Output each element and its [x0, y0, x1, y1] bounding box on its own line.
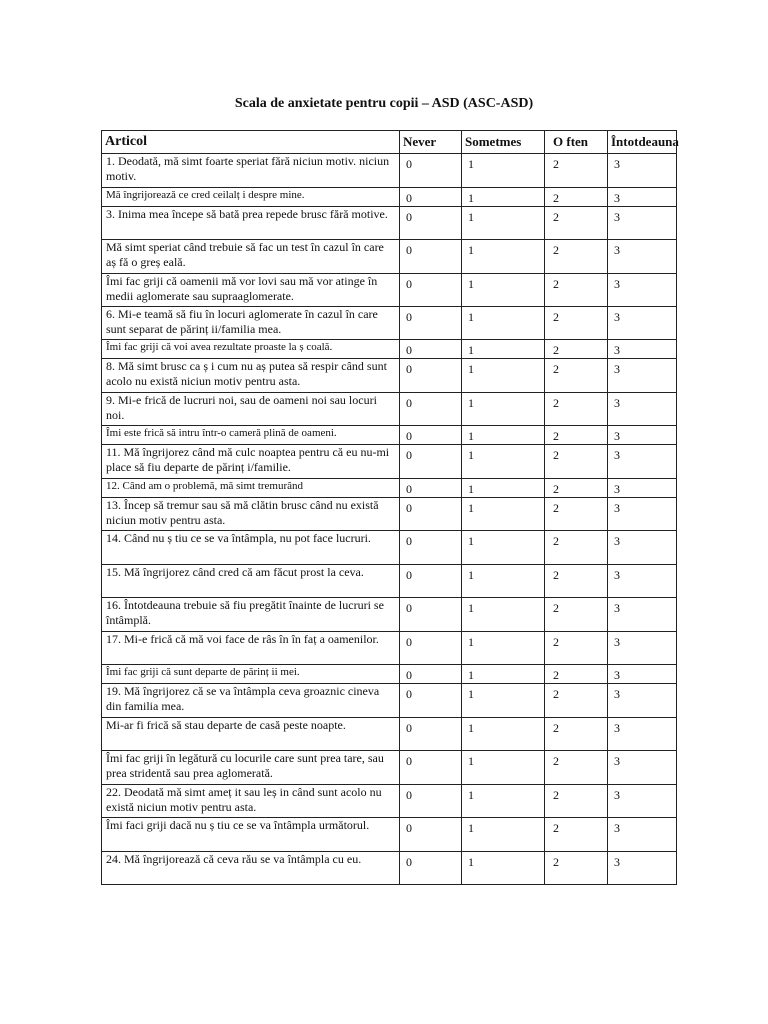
- score-cell: 2: [545, 154, 608, 188]
- item-text: Îmi faci griji dacă nu ș tiu ce se va întâmpla următorul.: [102, 818, 400, 852]
- item-text: 13. Încep să tremur sau să mă clătin brusc când nu există niciun motiv pentru asta.: [102, 498, 400, 531]
- score-cell: 0: [400, 684, 462, 718]
- score-cell: 3: [608, 207, 677, 240]
- score-cell: 2: [545, 445, 608, 479]
- item-text: 12. Când am o problemă, mă simt tremurând: [102, 479, 400, 498]
- header-articol: Articol: [102, 131, 400, 154]
- header-sometimes: Sometmes: [462, 131, 545, 154]
- score-cell: 3: [608, 684, 677, 718]
- score-cell: 1: [462, 684, 545, 718]
- table-row: [102, 498, 677, 531]
- score-cell: 3: [608, 565, 677, 598]
- item-text: 1. Deodată, mă simt foarte speriat fără niciun motiv. niciun motiv.: [102, 154, 400, 188]
- score-cell: 2: [545, 818, 608, 852]
- score-cell: 0: [400, 751, 462, 785]
- score-cell: 1: [462, 479, 545, 498]
- item-text: 24. Mă îngrijorează că ceva rău se va întâmpla cu eu.: [102, 852, 400, 885]
- score-cell: 0: [400, 274, 462, 307]
- score-cell: 2: [545, 274, 608, 307]
- table-row: [102, 632, 677, 665]
- score-cell: 3: [608, 307, 677, 340]
- item-text: Mi-ar fi frică să stau departe de casă peste noapte.: [102, 718, 400, 751]
- item-text: Îmi fac griji că sunt departe de părinț ii mei.: [102, 665, 400, 684]
- item-text: 15. Mă îngrijorez când cred că am făcut prost la ceva.: [102, 565, 400, 598]
- score-cell: 3: [608, 785, 677, 818]
- score-cell: 1: [462, 307, 545, 340]
- score-cell: 3: [608, 498, 677, 531]
- score-cell: 0: [400, 632, 462, 665]
- score-cell: 3: [608, 445, 677, 479]
- score-cell: 2: [545, 632, 608, 665]
- item-text: 9. Mi-e frică de lucruri noi, sau de oameni noi sau locuri noi.: [102, 393, 400, 426]
- table-row: [102, 751, 677, 785]
- score-cell: 3: [608, 598, 677, 632]
- score-cell: 3: [608, 340, 677, 359]
- score-cell: 1: [462, 359, 545, 393]
- score-cell: 3: [608, 632, 677, 665]
- score-cell: 0: [400, 565, 462, 598]
- table-row: [102, 818, 677, 852]
- table-row: [102, 598, 677, 632]
- score-cell: 1: [462, 240, 545, 274]
- table-row: [102, 188, 677, 207]
- score-cell: 0: [400, 188, 462, 207]
- table-row: [102, 307, 677, 340]
- score-cell: 0: [400, 154, 462, 188]
- table-row: [102, 274, 677, 307]
- score-cell: 1: [462, 393, 545, 426]
- score-cell: 2: [545, 359, 608, 393]
- item-text: 19. Mă îngrijorez că se va întâmpla ceva groaznic cineva din familia mea.: [102, 684, 400, 718]
- table-row: [102, 718, 677, 751]
- item-text: Mă simt speriat când trebuie să fac un test în cazul în care aș fă o greș eală.: [102, 240, 400, 274]
- score-cell: 2: [545, 785, 608, 818]
- table-header-row: [102, 131, 677, 154]
- score-cell: 1: [462, 426, 545, 445]
- item-text: Îmi fac griji în legătură cu locurile care sunt prea tare, sau prea stridentă sau prea aglomerată.: [102, 751, 400, 785]
- score-cell: 0: [400, 445, 462, 479]
- item-text: 6. Mi-e teamă să fiu în locuri aglomerate în cazul în care sunt separat de părinț ii/familia mea.: [102, 307, 400, 340]
- table-row: [102, 359, 677, 393]
- score-cell: 0: [400, 785, 462, 818]
- score-cell: 3: [608, 665, 677, 684]
- table-row: [102, 684, 677, 718]
- score-cell: 2: [545, 718, 608, 751]
- score-cell: 0: [400, 531, 462, 565]
- score-cell: 3: [608, 154, 677, 188]
- table-row: [102, 426, 677, 445]
- score-cell: 2: [545, 479, 608, 498]
- score-cell: 1: [462, 340, 545, 359]
- table-row: [102, 207, 677, 240]
- score-cell: 1: [462, 665, 545, 684]
- score-cell: 1: [462, 632, 545, 665]
- score-cell: 0: [400, 307, 462, 340]
- score-cell: 3: [608, 818, 677, 852]
- score-cell: 3: [608, 852, 677, 885]
- item-text: 17. Mi-e frică că mă voi face de râs în în faț a oamenilor.: [102, 632, 400, 665]
- table-row: [102, 479, 677, 498]
- score-cell: 3: [608, 274, 677, 307]
- item-text: Îmi fac griji că oamenii mă vor lovi sau mă vor atinge în medii aglomerate sau supraaglomerate.: [102, 274, 400, 307]
- table-row: [102, 240, 677, 274]
- score-cell: 1: [462, 445, 545, 479]
- score-cell: 0: [400, 359, 462, 393]
- score-cell: 2: [545, 188, 608, 207]
- score-cell: 2: [545, 340, 608, 359]
- score-cell: 0: [400, 426, 462, 445]
- score-cell: 3: [608, 531, 677, 565]
- item-text: 16. Întotdeauna trebuie să fiu pregătit înainte de lucruri se întâmplă.: [102, 598, 400, 632]
- score-cell: 2: [545, 307, 608, 340]
- anxiety-scale-table: [101, 130, 677, 885]
- item-text: 11. Mă îngrijorez când mă culc noaptea pentru că eu nu-mi place să fiu departe de părinț i/familie.: [102, 445, 400, 479]
- table-row: [102, 154, 677, 188]
- score-cell: 0: [400, 479, 462, 498]
- score-cell: 1: [462, 154, 545, 188]
- score-cell: 1: [462, 718, 545, 751]
- score-cell: 0: [400, 718, 462, 751]
- score-cell: 2: [545, 531, 608, 565]
- score-cell: 3: [608, 718, 677, 751]
- header-often: O ften: [545, 131, 608, 154]
- item-text: Mă îngrijorează ce cred ceilalț i despre mine.: [102, 188, 400, 207]
- score-cell: 1: [462, 852, 545, 885]
- score-cell: 2: [545, 852, 608, 885]
- score-cell: 3: [608, 426, 677, 445]
- score-cell: 0: [400, 818, 462, 852]
- score-cell: 0: [400, 598, 462, 632]
- score-cell: 1: [462, 751, 545, 785]
- item-text: 3. Inima mea începe să bată prea repede brusc fără motive.: [102, 207, 400, 240]
- header-never: Never: [400, 131, 462, 154]
- table-row: [102, 665, 677, 684]
- table-body: [102, 154, 677, 885]
- table-row: [102, 531, 677, 565]
- page-title: Scala de anxietate pentru copii – ASD (ASC-ASD): [234, 96, 534, 111]
- score-cell: 3: [608, 479, 677, 498]
- score-cell: 3: [608, 393, 677, 426]
- score-cell: 1: [462, 565, 545, 598]
- score-cell: 1: [462, 188, 545, 207]
- score-cell: 0: [400, 240, 462, 274]
- score-cell: 0: [400, 498, 462, 531]
- score-cell: 1: [462, 785, 545, 818]
- score-cell: 2: [545, 426, 608, 445]
- score-cell: 1: [462, 207, 545, 240]
- score-cell: 2: [545, 498, 608, 531]
- table-row: [102, 445, 677, 479]
- score-cell: 1: [462, 531, 545, 565]
- score-cell: 2: [545, 240, 608, 274]
- item-text: 8. Mă simt brusc ca ș i cum nu aș putea să respir când sunt acolo nu există niciun motiv pentru asta.: [102, 359, 400, 393]
- score-cell: 0: [400, 340, 462, 359]
- score-cell: 0: [400, 665, 462, 684]
- score-cell: 0: [400, 852, 462, 885]
- score-cell: 2: [545, 684, 608, 718]
- score-cell: 3: [608, 751, 677, 785]
- score-cell: 2: [545, 207, 608, 240]
- item-text: Îmi fac griji că voi avea rezultate proaste la ș coală.: [102, 340, 400, 359]
- score-cell: 2: [545, 665, 608, 684]
- table-row: [102, 565, 677, 598]
- score-cell: 2: [545, 751, 608, 785]
- score-cell: 0: [400, 393, 462, 426]
- header-always: Întotdeauna: [608, 131, 677, 154]
- score-cell: 3: [608, 188, 677, 207]
- score-cell: 1: [462, 598, 545, 632]
- item-text: 14. Când nu ș tiu ce se va întâmpla, nu pot face lucruri.: [102, 531, 400, 565]
- score-cell: 3: [608, 359, 677, 393]
- score-cell: 0: [400, 207, 462, 240]
- score-cell: 3: [608, 240, 677, 274]
- table-row: [102, 785, 677, 818]
- table-row: [102, 340, 677, 359]
- table-row: [102, 852, 677, 885]
- item-text: Îmi este frică să intru într-o cameră plină de oameni.: [102, 426, 400, 445]
- score-cell: 2: [545, 598, 608, 632]
- score-cell: 2: [545, 565, 608, 598]
- score-cell: 1: [462, 274, 545, 307]
- score-cell: 1: [462, 818, 545, 852]
- table-row: [102, 393, 677, 426]
- item-text: 22. Deodată mă simt ameț it sau leș in când sunt acolo nu există niciun motiv pentru asta.: [102, 785, 400, 818]
- score-cell: 1: [462, 498, 545, 531]
- score-cell: 2: [545, 393, 608, 426]
